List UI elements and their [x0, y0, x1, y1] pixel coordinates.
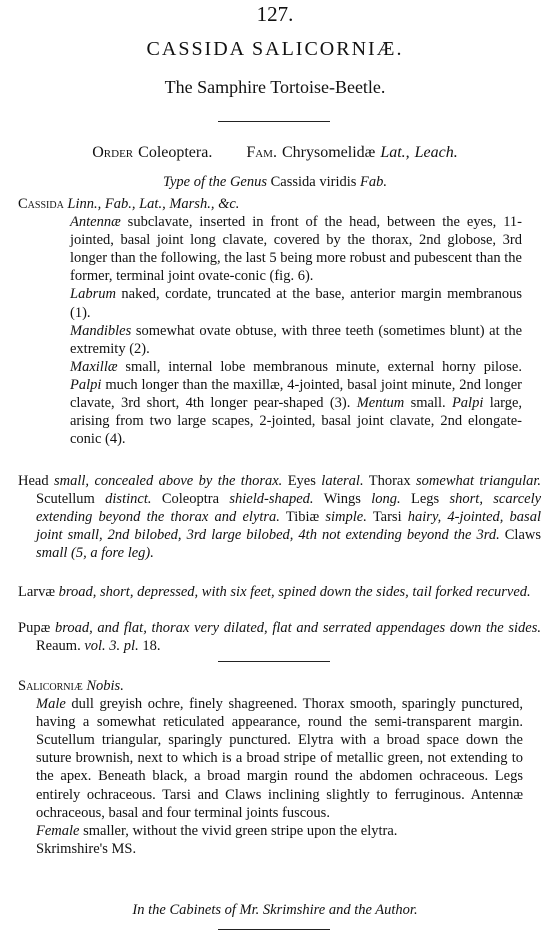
- classification-line: [0, 144, 550, 162]
- tibiae-label: Tibiæ: [285, 509, 320, 526]
- type-of-genus: [0, 174, 550, 191]
- maxillae-term: Maxillæ: [70, 358, 118, 375]
- source-para: [36, 840, 523, 858]
- mentum-text: small.: [410, 395, 446, 412]
- order-name: Coleoptera.: [138, 144, 213, 161]
- female-text: smaller, without the vivid green stripe upon the elytra.: [83, 822, 398, 839]
- species-description: [18, 677, 523, 858]
- male-label: Male: [36, 696, 66, 713]
- legs-desc: short, scarcely extending beyond the thorax and elytra.: [36, 491, 542, 526]
- divider-rule: [218, 929, 330, 930]
- larvae-desc: broad, short, depressed, with six feet, spined down the sides, tail forked recurved.: [58, 584, 531, 600]
- genus-description: [18, 195, 522, 448]
- pupae-label: Pupæ: [18, 620, 51, 636]
- eyes-desc: lateral.: [321, 473, 364, 489]
- male-text: dull greyish ochre, finely shagreened. Thorax smooth, sparingly punctured, having a somewhat reticulated appearance, round the semi-transparent margin. Scutellum triangular, sparingly punctured. Elytra with a broad space down the suture brownish, next to which is a broad stripe of metallic green, not extending to the apex. Beneath black, a broad margin round the abdomen ochraceous. Legs entirely ochraceous. Tarsi and Claws inclining slightly to ferruginous. Antennæ ochraceous, basal and four terminal joints fuscous.: [36, 696, 524, 821]
- thorax-desc: somewhat triangular.: [416, 473, 542, 489]
- palpi-term: Palpi: [70, 376, 102, 393]
- source-text: Skrimshire's MS.: [36, 840, 137, 857]
- eyes-label: Eyes: [287, 473, 316, 489]
- species-author: Nobis.: [86, 678, 124, 694]
- palpi-text: much longer than the maxillæ, 4-jointed, basal joint minute, 2nd longer clavate, 3rd short, 4th longer pear-shaped (3).: [70, 376, 523, 412]
- female-label: Female: [36, 822, 80, 839]
- female-para: [36, 822, 523, 840]
- mentum-term: Mentum: [356, 395, 405, 412]
- type-author: Fab.: [360, 174, 388, 190]
- scutellum-desc: distinct.: [105, 491, 152, 508]
- maxillae-para: [70, 358, 522, 448]
- species-heading: [18, 677, 523, 695]
- pupae-ref-volume: vol. 3. pl.: [84, 638, 139, 655]
- labrum-para: [70, 285, 522, 321]
- antennae-term: Antennæ: [70, 214, 121, 231]
- page-subtitle: The Samphire Tortoise-Beetle.: [164, 77, 386, 97]
- genus-name: Cassida: [18, 196, 64, 212]
- male-para: [36, 695, 523, 822]
- species-name: Salicorniæ: [18, 678, 83, 694]
- genus-authorities: Linn., Fab., Lat., Marsh., &c.: [67, 196, 240, 212]
- larvae-label: Larvæ: [18, 584, 56, 600]
- wings-desc: long.: [371, 491, 401, 508]
- pupae-desc: broad, and flat, thorax very dilated, flat and serrated appendages down the sides.: [54, 620, 542, 636]
- divider-rule: [218, 661, 330, 662]
- scutellum-label: Scutellum: [36, 491, 95, 508]
- family-label: Fam.: [246, 144, 277, 161]
- head-label: Head: [18, 473, 49, 489]
- coleoptra-label: Coleoptra: [161, 491, 220, 508]
- pupae-ref: Reaum.: [36, 638, 81, 655]
- head-description: [18, 472, 541, 562]
- type-species: Cassida viridis: [270, 174, 357, 190]
- family-authority: Lat., Leach.: [380, 144, 458, 161]
- claws-label: Claws: [504, 527, 542, 544]
- wings-label: Wings: [323, 491, 361, 508]
- coleoptra-desc: shield-shaped.: [229, 491, 314, 508]
- pupae-description: [18, 619, 541, 655]
- cabinets-note: [0, 902, 550, 919]
- cabinets-text: In the Cabinets of Mr. Skrimshire and the Author.: [132, 902, 418, 918]
- tibiae-desc: simple.: [325, 509, 367, 526]
- antennae-text: subclavate, inserted in front of the head, between the eyes, 11-jointed, basal joint long clavate, covered by the thorax, 2nd globose, 3rd longer than the following, the last 5 being more robust and pubescent than the former, terminal joint ovate-conic (fig. 6).: [70, 214, 522, 285]
- pupae-ref-number: 18.: [142, 638, 161, 655]
- claws-desc: small (5, a fore leg).: [36, 545, 154, 562]
- page-number: 127.: [256, 2, 294, 26]
- legs-label: Legs: [410, 491, 440, 508]
- antennae-para: [70, 213, 522, 285]
- family-name: Chrysomelidæ: [281, 144, 376, 161]
- head-desc: small, concealed above by the thorax.: [54, 473, 283, 489]
- labrum-text: naked, cordate, truncated at the base, anterior margin membranous (1).: [70, 286, 522, 321]
- thorax-label: Thorax: [368, 473, 411, 489]
- mandibles-term: Mandibles: [70, 322, 132, 339]
- labrum-term: Labrum: [70, 286, 116, 303]
- genus-heading: [18, 195, 522, 213]
- page-title: CASSIDA SALICORNIÆ.: [146, 38, 404, 60]
- tarsi-label: Tarsi: [372, 509, 402, 526]
- type-prefix: Type of the Genus: [162, 174, 267, 190]
- divider-rule: [218, 121, 330, 122]
- maxillae-text: small, internal lobe membranous minute, external horny pilose.: [125, 358, 522, 375]
- species-body: [18, 695, 523, 858]
- mandibles-text: somewhat ovate obtuse, with three teeth (sometimes blunt) at the extremity (2).: [70, 322, 523, 357]
- labial-palpi-term: Palpi: [451, 395, 484, 412]
- tarsi-desc: hairy, 4-jointed, basal joint small, 2nd bilobed, 3rd large bilobed, 4th not extending beyond the 3rd.: [36, 509, 541, 544]
- mandibles-para: [70, 322, 522, 358]
- labial-palpi-text: large, arising from two large scapes, 2-jointed, basal joint clavate, 2nd elongate-conic (4).: [70, 395, 523, 448]
- larvae-description: [18, 583, 541, 601]
- mouthparts-section: [18, 213, 522, 448]
- order-label: Order: [92, 144, 134, 161]
